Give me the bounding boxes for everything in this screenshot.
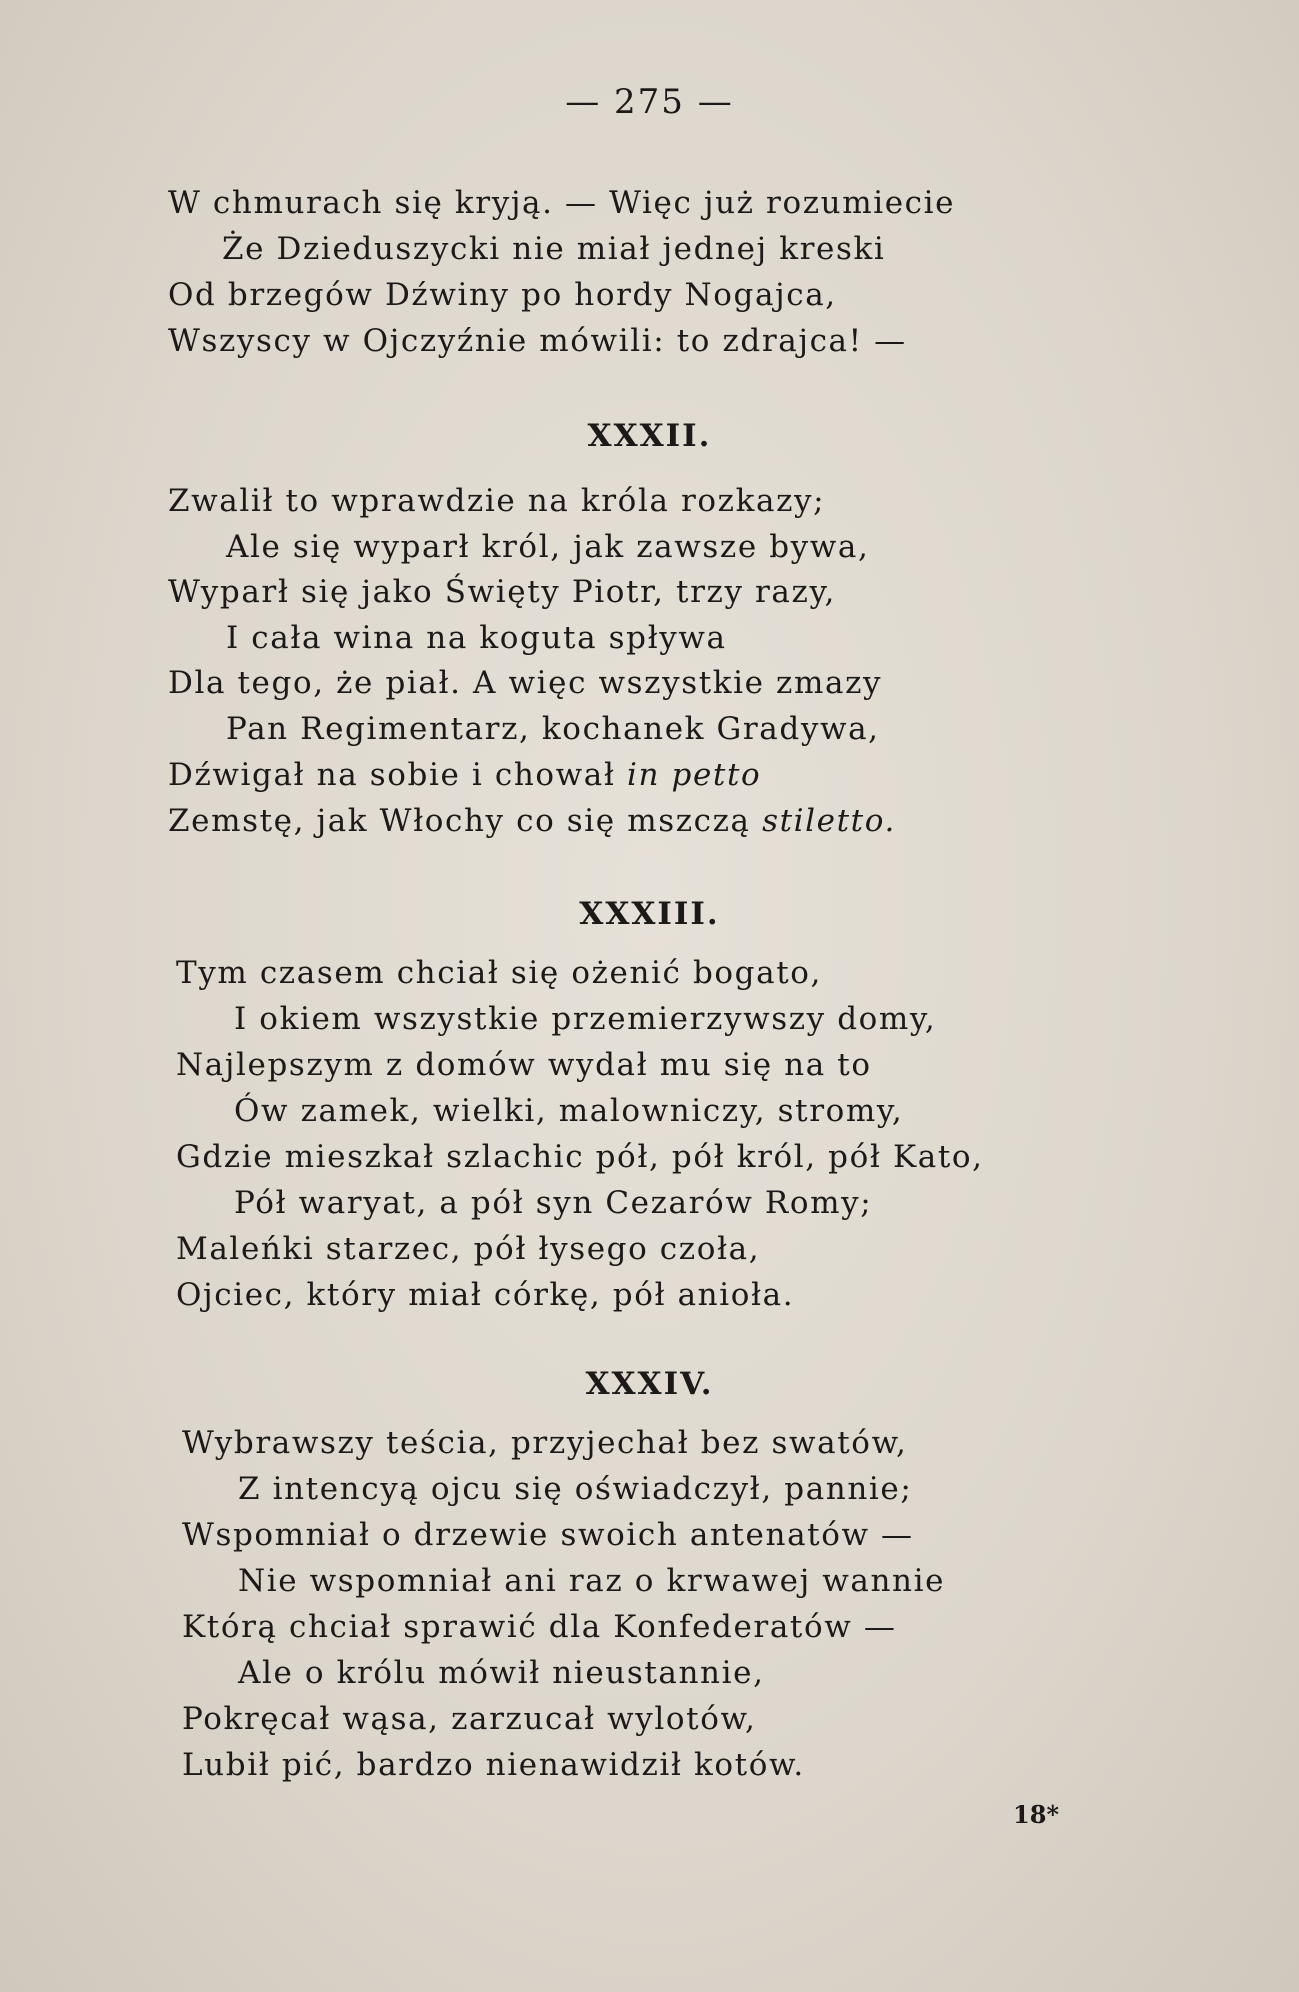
italic-phrase: stiletto. [762,803,896,839]
verse-line: Pół waryat, a pół syn Cezarów Romy; [234,1185,873,1221]
verse-line: Wszyscy w Ojczyźnie mówili: to zdrajca! — [168,323,907,359]
verse-line: Dla tego, że piał. A więc wszystkie zmazy [168,665,883,701]
verse-line: Lubił pić, bardzo nienawidził kotów. [182,1747,805,1783]
verse-line: Gdzie mieszkał szlachic pół, pół król, pół Kato, [176,1139,984,1175]
verse-line: Zemstę, jak Włochy co się mszczą stiletto. [168,803,896,839]
verse-line: Zwalił to wprawdzie na króla rozkazy; [168,483,826,519]
verse-line: Najlepszym z domów wydał mu się na to [176,1047,872,1083]
stanza-heading: XXXIII. [579,896,720,932]
verse-line: Maleńki starzec, pół łysego czoła, [176,1231,761,1267]
stanza-heading: XXXIV. [585,1366,714,1402]
verse-line: I okiem wszystkie przemierzywszy domy, [234,1001,937,1037]
verse-line: Od brzegów Dźwiny po hordy Nogajca, [168,277,837,313]
verse-line: Nie wspomniał ani raz o krwawej wannie [238,1563,946,1599]
verse-line: Ale się wyparł król, jak zawsze bywa, [226,529,870,565]
verse-line: Że Dzieduszycki nie miał jednej kreski [222,231,886,267]
verse-line: Którą chciał sprawić dla Konfederatów — [182,1609,897,1645]
verse-line: I cała wina na koguta spływa [226,620,727,656]
verse-line: Tym czasem chciał się ożenić bogato, [176,955,822,991]
verse-line: Pokręcał wąsa, zarzucał wylotów, [182,1701,757,1737]
verse-line: W chmurach się kryją. — Więc już rozumiecie [168,185,956,221]
italic-phrase: in petto [626,757,762,793]
verse-line: Wybrawszy teścia, przyjechał bez swatów, [182,1425,908,1461]
verse-line: Ów zamek, wielki, malowniczy, stromy, [234,1093,904,1129]
verse-line: Wspomniał o drzewie swoich antenatów — [182,1517,914,1553]
verse-line: Ojciec, który miał córkę, pół anioła. [176,1277,795,1313]
stanza-heading: XXXII. [587,418,712,454]
signature-mark: 18* [1013,1800,1059,1829]
verse-line: Ale o królu mówił nieustannie, [238,1655,765,1691]
page-number: — 275 — [565,82,734,122]
verse-line: Wyparł się jako Święty Piotr, trzy razy, [168,574,836,610]
verse-line: Pan Regimentarz, kochanek Gradywa, [226,711,880,747]
verse-line: Dźwigał na sobie i chował in petto [168,757,762,793]
verse-line: Z intencyą ojcu się oświadczył, pannie; [238,1471,913,1507]
